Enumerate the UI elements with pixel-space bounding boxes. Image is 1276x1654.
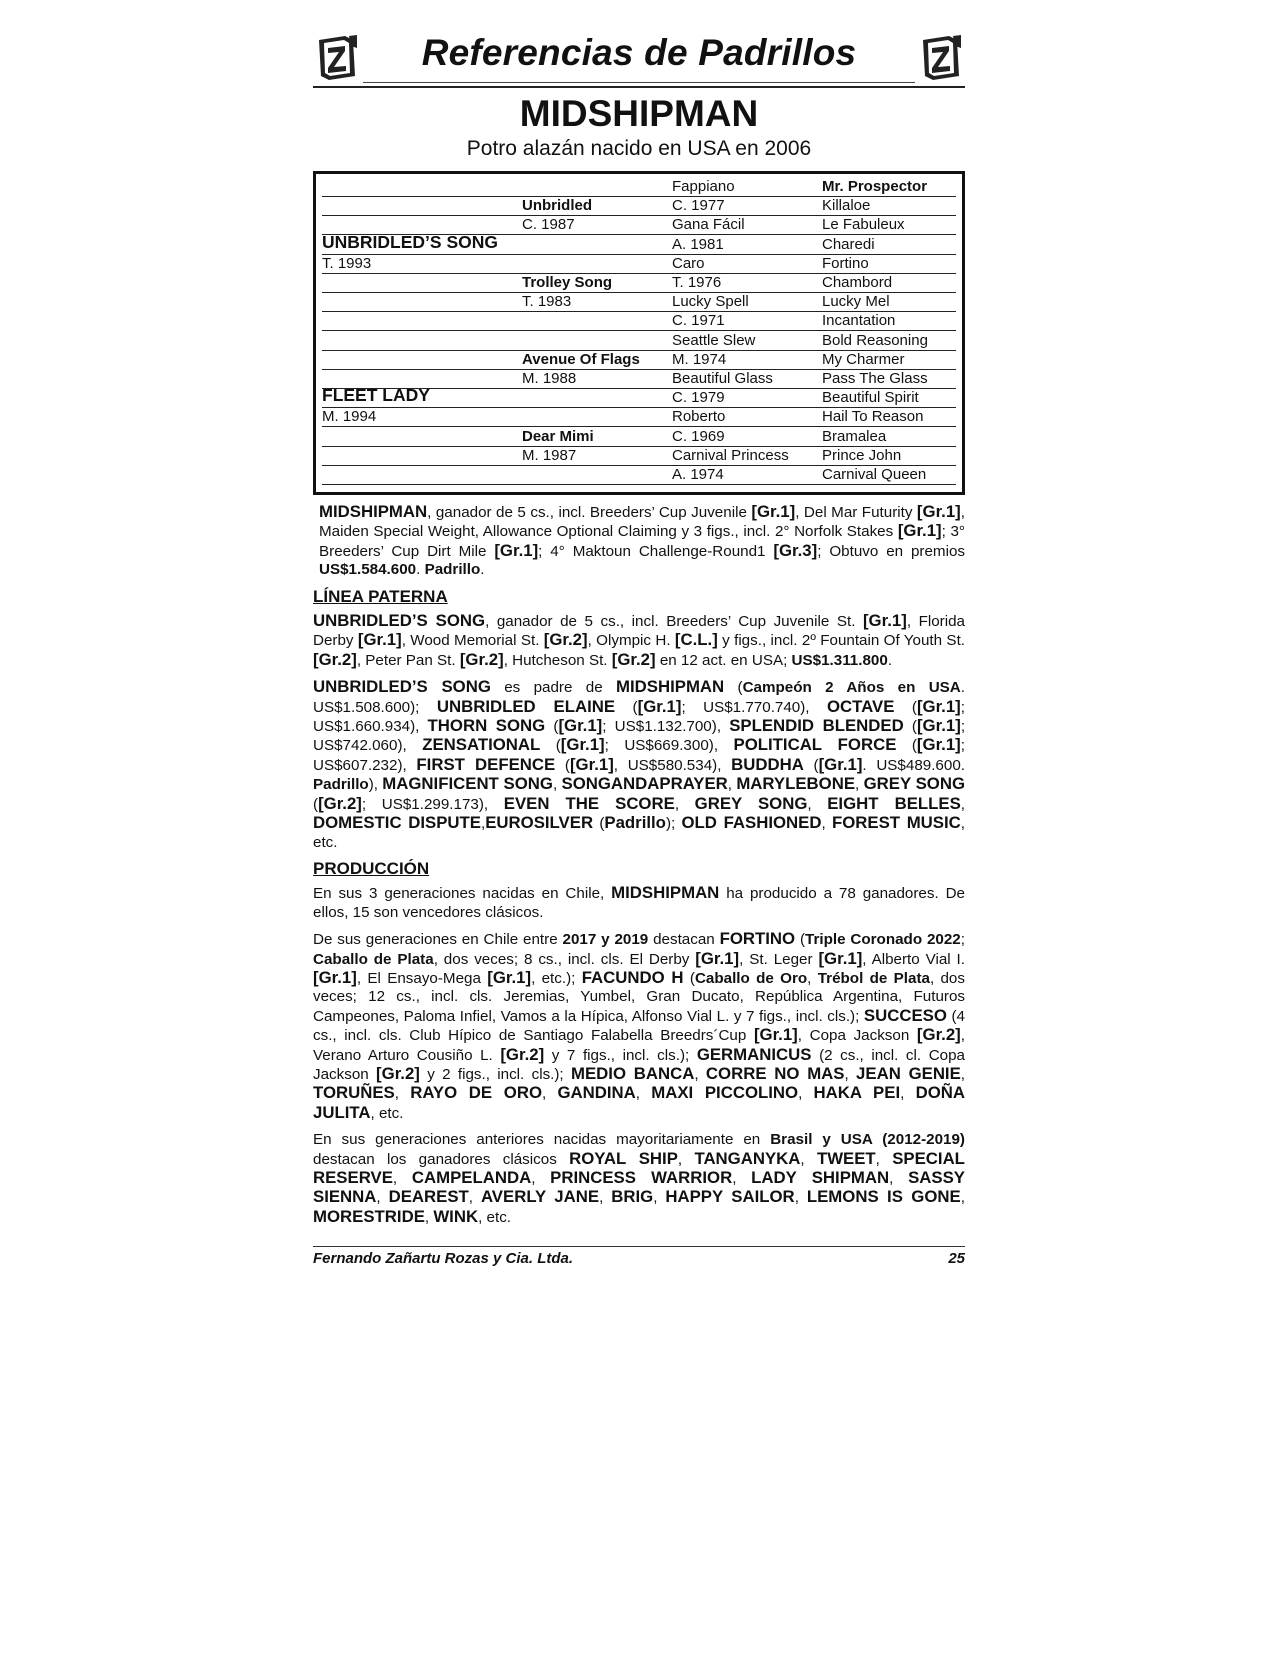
pedigree-cell: Beautiful Spirit: [822, 389, 919, 407]
production-paragraph: [313, 1131, 965, 1227]
text-run: ,: [855, 776, 864, 794]
text-run: , dos veces; 8 cs., incl. cls. El Derby: [433, 950, 696, 968]
horse-ref: WINK: [433, 1206, 479, 1226]
pedigree-cell: M. 1994: [322, 408, 377, 426]
pedigree-cell: Fortino: [822, 254, 869, 272]
horse-ref: EUROSILVER: [485, 813, 594, 833]
horse-ref: GREY SONG: [863, 774, 965, 794]
text-run: (: [683, 969, 695, 987]
horse-ref: FORTINO: [719, 929, 796, 949]
pedigree-cell: FLEET LADY: [322, 385, 430, 406]
pedigree-cell: Gana Fácil: [672, 216, 745, 234]
pedigree-cell: Trolley Song: [522, 274, 613, 291]
text-run: (: [795, 931, 806, 949]
pedigree-cell: Unbridled: [522, 197, 592, 215]
horse-ref: RAYO DE ORO: [410, 1083, 543, 1103]
horse-ref: ROYAL SHIP: [569, 1148, 678, 1168]
pedigree-cell: Pass The Glass: [822, 370, 928, 387]
text-run: Padrillo: [424, 561, 481, 579]
horse-ref: DOMESTIC DISPUTE: [313, 813, 481, 833]
text-run: Trébol de Plata: [817, 969, 930, 987]
text-run: , etc.: [313, 815, 966, 851]
text-run: . US$1.508.600);: [313, 679, 966, 716]
pedigree-cell: Lucky Mel: [822, 293, 890, 311]
pedigree-cell: Seattle Slew: [672, 331, 756, 349]
grade-ref: [Gr.1]: [916, 502, 961, 521]
grade-ref: [Gr.2]: [313, 649, 357, 669]
text-run: ; US$1.660.934),: [313, 698, 966, 736]
text-run: y figs., incl. 2º Fountain Of Youth St.: [717, 632, 966, 650]
pedigree-row: [322, 231, 956, 255]
text-run: , ganador de 5 cs., incl. Breeders’ Cup Juvenile: [427, 504, 752, 521]
horse-ref: CORRE NO MAS: [705, 1063, 845, 1083]
pedigree-row: [322, 350, 956, 370]
horse-ref: LEMONS IS GONE: [806, 1187, 961, 1207]
text-run: (4 cs., incl. cls. Club Hípico de Santiago Falabella Breedrs´Cup: [313, 1007, 966, 1045]
grade-ref: [Gr.2]: [916, 1025, 961, 1045]
horse-ref: BUDDHA: [731, 754, 804, 774]
production-paragraph: [313, 930, 965, 1123]
horse-ref: FIRST DEFENCE: [416, 754, 556, 774]
pedigree-cell: A. 1981: [672, 235, 724, 253]
grade-ref: [Gr.1]: [916, 716, 961, 736]
horse-ref: SUCCESO: [863, 1005, 947, 1025]
text-run: ,: [376, 1189, 389, 1207]
text-run: De sus generaciones en Chile entre: [313, 931, 563, 949]
horse-ref: UNBRIDLED’S SONG: [313, 611, 486, 631]
text-run: , Olympic H.: [587, 632, 675, 650]
grade-ref: [Gr.1]: [487, 967, 532, 987]
text-run: ,: [821, 815, 832, 833]
text-run: ,: [635, 1085, 652, 1103]
horse-ref: JEAN GENIE: [856, 1063, 961, 1083]
grade-ref: Padrillo: [604, 813, 666, 833]
document-page: [313, 30, 966, 1267]
pedigree-cell: M. 1987: [522, 446, 577, 464]
pedigree-row: [322, 177, 956, 197]
text-run: ,: [798, 1085, 814, 1103]
grade-ref: [Gr.1]: [897, 521, 942, 541]
grade-ref: [Gr.1]: [818, 948, 863, 968]
text-run: US$1.584.600: [319, 561, 417, 579]
text-run: ,: [875, 1150, 893, 1168]
text-run: ; US$1.299.173),: [361, 795, 504, 813]
text-run: , El Ensayo-Mega: [356, 969, 488, 987]
text-run: , dos veces; 12 cs., incl. cls. Jeremias, Yumbel, Gran Ducato, República Argentina, Futuros Campeones, Paloma Infiel, Vamos a la Hípica, Alfonso Vial L. y 7 figs., incl. cls.);: [313, 969, 965, 1025]
text-run: .: [416, 561, 425, 579]
text-run: , Hutcheson St.: [503, 651, 612, 669]
text-run: destacan los ganadores clásicos: [313, 1150, 570, 1168]
text-run: , US$580.534),: [613, 756, 732, 774]
pedigree-cell: My Charmer: [822, 350, 905, 368]
pedigree-cell: C. 1987: [522, 216, 575, 234]
text-run: ,: [542, 1085, 558, 1103]
horse-ref: MIDSHIPMAN: [611, 883, 720, 903]
text-run: , etc.: [370, 1104, 404, 1122]
pedigree-row: [322, 311, 956, 331]
pedigree-row: [322, 292, 956, 312]
text-run: (: [724, 679, 743, 697]
pedigree-cell: Incantation: [822, 312, 896, 330]
horse-ref: MAGNIFICENT SONG: [382, 774, 553, 794]
horse-ref: UNBRIDLED ELAINE: [436, 696, 616, 716]
text-run: , Del Mar Futurity: [795, 504, 917, 521]
text-run: ;: [960, 931, 965, 949]
text-run: ,: [960, 795, 966, 813]
text-run: ,: [960, 1065, 966, 1083]
text-run: ; 4° Maktoun Challenge-Round1: [538, 542, 774, 560]
text-run: y 2 figs., incl. cls.);: [419, 1065, 571, 1083]
grade-ref: [Gr.1]: [560, 735, 605, 755]
grade-ref: [Gr.1]: [862, 611, 907, 631]
horse-ref: HAPPY SAILOR: [665, 1187, 795, 1207]
text-run: ; US$742.060),: [313, 718, 966, 755]
pedigree-row: [322, 446, 956, 466]
horse-ref: MIDSHIPMAN: [616, 677, 725, 697]
horse-ref: THORN SONG: [427, 716, 546, 736]
pedigree-table: [313, 171, 965, 495]
grade-ref: [Gr.1]: [818, 754, 863, 774]
text-run: ,: [807, 795, 828, 813]
text-run: ),: [368, 776, 383, 794]
production-paragraph: [313, 884, 965, 922]
text-run: en 12 act. en USA;: [655, 651, 792, 669]
text-run: (: [555, 756, 570, 774]
pedigree-cell: T. 1983: [522, 293, 572, 311]
text-run: (2 cs., incl. cl. Copa Jackson: [313, 1046, 966, 1083]
horse-ref: BRIG: [611, 1187, 654, 1207]
text-run: , St. Leger: [739, 950, 819, 968]
horse-ref: TANGANYKA: [694, 1148, 801, 1168]
horse-subtitle: Potro alazán nacido en USA en 2006: [466, 137, 812, 160]
text-run: Brasil y USA (2012-2019): [770, 1131, 965, 1149]
header-title: Referencias de Padrillos: [421, 32, 857, 73]
grade-ref: [Gr.1]: [751, 502, 796, 521]
text-run: Padrillo: [313, 776, 369, 794]
pedigree-cell: Prince John: [822, 446, 902, 464]
horse-name: MIDSHIPMAN: [519, 93, 759, 134]
grade-ref: [Gr.3]: [773, 540, 818, 560]
pedigree-row: [322, 465, 956, 485]
sire-paragraph: [313, 612, 965, 670]
pedigree-cell: Chambord: [822, 274, 893, 291]
text-run: Campeón 2 Años en USA: [742, 679, 961, 697]
text-run: (: [540, 737, 561, 755]
text-run: (: [593, 815, 605, 833]
pedigree-cell: Carnival Princess: [672, 446, 789, 464]
grade-ref: [Gr.2]: [611, 649, 656, 669]
grade-ref: [Gr.1]: [637, 696, 682, 716]
horse-ref: POLITICAL FORCE: [733, 735, 897, 755]
text-run: y 7 figs., incl. cls.);: [544, 1046, 697, 1064]
horse-ref: MIDSHIPMAN: [319, 502, 428, 521]
text-run: ,: [394, 1085, 411, 1103]
grade-ref: [Gr.1]: [916, 735, 961, 755]
text-run: ,: [480, 815, 486, 833]
pedigree-cell: Roberto: [672, 408, 726, 426]
text-run: (: [803, 756, 819, 774]
grade-ref: [Gr.1]: [494, 540, 539, 560]
pedigree-row: [322, 331, 956, 351]
text-run: (: [313, 795, 319, 813]
text-run: Caballo de Plata: [313, 950, 434, 968]
text-run: US$1.311.800: [791, 651, 888, 669]
text-run: , Copa Jackson: [797, 1027, 917, 1045]
text-run: . US$489.600.: [862, 756, 965, 774]
page-header: [313, 30, 965, 88]
horse-ref: TWEET: [816, 1148, 876, 1168]
pedigree-cell: Bramalea: [822, 427, 887, 445]
pedigree-row: [322, 385, 956, 408]
text-run: , Florida Derby: [313, 613, 965, 650]
header-rule: [363, 82, 915, 83]
text-run: ,: [599, 1189, 612, 1207]
pedigree-cell: Mr. Prospector: [822, 178, 928, 195]
text-run: ,: [392, 1170, 412, 1187]
horse-ref: HAKA PEI: [813, 1083, 901, 1103]
zanartu-logo-icon: [919, 34, 963, 82]
text-run: , ganador de 5 cs., incl. Breeders’ Cup Juvenile St.: [485, 613, 863, 631]
text-run: ,: [844, 1065, 857, 1083]
intro-paragraph: [313, 503, 965, 580]
section-heading-produccion: PRODUCCIÓN: [313, 858, 430, 878]
grade-ref: [Gr.2]: [376, 1063, 420, 1083]
pedigree-cell: C. 1969: [672, 427, 725, 445]
text-run: ; US$1.132.700),: [602, 718, 730, 736]
grade-ref: [Gr.1]: [313, 967, 357, 987]
horse-ref: MEDIO BANCA: [570, 1063, 695, 1083]
text-run: , Maiden Special Weight, Allowance Optional Claiming y 3 figs., incl. 2° Norfolk Stakes: [319, 504, 965, 541]
horse-ref: AVERLY JANE: [480, 1187, 600, 1207]
text-run: );: [665, 815, 682, 833]
horse-ref: SPECIAL RESERVE: [313, 1148, 965, 1187]
horse-ref: MARYLEBONE: [736, 774, 856, 794]
text-run: 2017 y 2019: [562, 931, 649, 949]
text-run: es padre de: [490, 679, 617, 697]
text-run: destacan: [648, 931, 720, 949]
text-run: , etc.);: [531, 969, 582, 987]
pedigree-cell: T. 1993: [322, 254, 372, 272]
pedigree-cell: Carnival Queen: [822, 466, 927, 483]
text-run: .: [480, 561, 485, 579]
pedigree-cell: M. 1974: [672, 350, 727, 368]
pedigree-cell: C. 1971: [672, 312, 725, 330]
text-run: , Wood Memorial St.: [401, 632, 544, 650]
grade-ref: [Gr.2]: [500, 1044, 545, 1064]
grade-ref: [Gr.2]: [318, 793, 362, 813]
grade-ref: [Gr.1]: [569, 754, 614, 774]
text-run: ,: [807, 969, 818, 987]
pedigree-cell: A. 1974: [672, 466, 724, 483]
text-run: , Verano Arturo Cousiño L.: [313, 1027, 965, 1064]
pedigree-row: [322, 273, 956, 293]
text-run: ,: [468, 1189, 481, 1207]
pedigree-row: [322, 254, 956, 274]
text-run: ; Obtuvo en premios: [817, 542, 966, 560]
grade-ref: [Gr.1]: [558, 716, 603, 736]
grade-ref: [Gr.1]: [916, 696, 961, 716]
horse-ref: FACUNDO H: [581, 967, 684, 987]
page-footer: [313, 1246, 965, 1267]
text-run: ,: [694, 1065, 706, 1083]
horse-ref: ZENSATIONAL: [422, 735, 541, 755]
horse-ref: MAXI PICCOLINO: [651, 1083, 799, 1103]
section-heading-paterna: LÍNEA PATERNA: [313, 586, 448, 606]
pedigree-cell: C. 1979: [672, 389, 725, 407]
horse-ref: SONGANDAPRAYER: [561, 774, 728, 794]
pedigree-row: [322, 427, 956, 447]
text-run: ,: [653, 1189, 666, 1207]
pedigree-cell: M. 1988: [522, 370, 577, 387]
horse-ref: LADY SHIPMAN: [751, 1168, 890, 1187]
pedigree-cell: Charedi: [822, 235, 875, 253]
horse-ref: GREY SONG: [694, 793, 808, 813]
text-run: (: [615, 698, 638, 716]
horse-ref: TORUÑES: [313, 1083, 395, 1103]
pedigree-cell: Killaloe: [822, 197, 871, 215]
text-run: Caballo de Oro: [694, 969, 808, 987]
text-run: (: [894, 698, 917, 716]
text-run: ,: [794, 1189, 807, 1207]
horse-ref: CAMPELANDA: [411, 1168, 532, 1187]
horse-ref: UNBRIDLED’S SONG: [313, 677, 491, 697]
horse-ref: SPLENDID BLENDED: [729, 716, 904, 736]
pedigree-cell: Avenue Of Flags: [522, 350, 640, 368]
grade-ref: [Gr.2]: [459, 649, 504, 669]
text-run: (: [903, 718, 917, 736]
grade-ref: [Gr.1]: [695, 948, 740, 968]
text-run: En sus 3 generaciones nacidas en Chile,: [313, 885, 612, 903]
horse-ref: MORESTRIDE: [313, 1206, 425, 1226]
grade-ref: [C.L.]: [674, 630, 718, 650]
horse-ref: OLD FASHIONED: [681, 813, 822, 833]
text-run: ; US$607.232),: [313, 737, 965, 774]
pedigree-cell: UNBRIDLED’S SONG: [322, 231, 498, 252]
pedigree-cell: T. 1976: [672, 274, 722, 291]
pedigree-cell: Caro: [672, 254, 705, 272]
text-run: .: [887, 651, 893, 669]
body-text: [313, 503, 965, 1227]
horse-ref: SASSY SIENNA: [313, 1168, 965, 1207]
text-run: , Alberto Vial I.: [862, 950, 965, 968]
grade-ref: [Gr.1]: [753, 1025, 798, 1045]
horse-ref: GANDINA: [557, 1083, 636, 1103]
horse-ref: OCTAVE: [826, 696, 895, 716]
horse-ref: PRINCESS WARRIOR: [550, 1168, 733, 1187]
text-run: ; US$669.300),: [604, 737, 734, 755]
text-run: ; US$1.770.740),: [681, 698, 827, 716]
pedigree-cell: Bold Reasoning: [822, 331, 928, 349]
pedigree-cell: Dear Mimi: [522, 427, 594, 445]
text-run: Triple Coronado 2022: [805, 931, 961, 949]
text-run: ,: [889, 1170, 909, 1187]
horse-ref: FOREST MUSIC: [831, 813, 961, 833]
text-run: ,: [900, 1085, 916, 1103]
pedigree-cell: Lucky Spell: [672, 293, 749, 311]
text-run: ,: [674, 795, 695, 813]
horse-ref: GERMANICUS: [696, 1044, 812, 1064]
text-run: ,: [960, 1189, 965, 1207]
text-run: ha producido a 78 ganadores. De ellos, 15 son vencedores clásicos.: [313, 885, 965, 921]
page-number: 25: [948, 1250, 965, 1267]
text-run: ,: [727, 776, 737, 794]
pedigree-row: [322, 407, 956, 427]
pedigree-cell: Le Fabuleux: [822, 216, 905, 234]
text-run: (: [896, 737, 917, 755]
horse-ref: DEAREST: [388, 1187, 469, 1207]
text-run: ; 3° Breeders’ Cup Dirt Mile: [319, 523, 965, 560]
horse-ref: EIGHT BELLES: [827, 793, 961, 813]
pedigree-cell: Beautiful Glass: [672, 370, 773, 387]
text-run: ,: [800, 1150, 817, 1168]
text-run: ,: [424, 1208, 434, 1226]
pedigree-cell: Hail To Reason: [822, 408, 924, 426]
horse-ref: EVEN THE SCORE: [503, 793, 675, 813]
text-run: , etc.: [478, 1208, 512, 1226]
pedigree-row: [322, 196, 956, 216]
pedigree-cell: Fappiano: [672, 178, 735, 195]
progeny-paragraph: [313, 678, 965, 852]
horse-ref: DOÑA JULITA: [313, 1083, 965, 1122]
grade-ref: [Gr.1]: [357, 630, 402, 650]
text-run: En sus generaciones anteriores nacidas mayoritariamente en: [313, 1131, 771, 1149]
text-run: ,: [531, 1170, 551, 1187]
text-run: ,: [677, 1150, 695, 1168]
text-run: ,: [732, 1170, 752, 1187]
text-run: (: [545, 718, 559, 736]
pedigree-cell: C. 1977: [672, 197, 725, 215]
text-run: , Peter Pan St.: [356, 651, 460, 669]
grade-ref: [Gr.2]: [543, 630, 588, 650]
footer-company: Fernando Zañartu Rozas y Cia. Ltda.: [313, 1250, 574, 1267]
text-run: ,: [552, 776, 562, 794]
